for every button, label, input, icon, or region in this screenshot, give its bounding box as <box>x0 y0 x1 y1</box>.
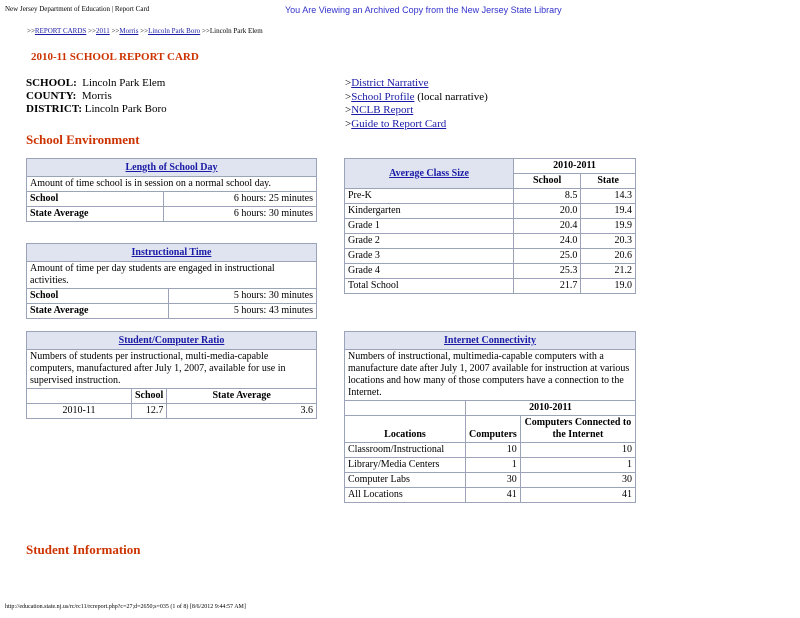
class-size-school: 8.5 <box>514 189 581 204</box>
internet-connected: 1 <box>520 458 635 473</box>
school-label: SCHOOL: <box>26 77 77 89</box>
county-name: Morris <box>81 90 112 102</box>
internet-location: Computer Labs <box>345 473 466 488</box>
instructional-school-value: 5 hours: 30 minutes <box>169 289 317 304</box>
breadcrumb-county[interactable]: Morris <box>119 27 139 35</box>
class-size-year: 2010-2011 <box>514 159 636 174</box>
internet-location: Classroom/Instructional <box>345 443 466 458</box>
county-label: COUNTY: <box>26 90 77 102</box>
page-title: 2010-11 SCHOOL REPORT CARD <box>31 51 199 63</box>
computer-ratio-state: 3.6 <box>167 404 317 419</box>
district-label: DISTRICT: <box>26 103 83 115</box>
class-size-col-state: State <box>581 174 636 189</box>
internet-year: 2010-2011 <box>466 401 636 416</box>
section-school-environment: School Environment <box>26 132 140 147</box>
class-size-school: 25.3 <box>514 264 581 279</box>
class-size-col-school: School <box>514 174 581 189</box>
class-size-state: 20.3 <box>581 234 636 249</box>
instructional-time-title[interactable]: Instructional Time <box>131 246 212 258</box>
school-profile-link[interactable]: School Profile <box>351 90 415 103</box>
school-name: Lincoln Park Elem <box>82 77 166 89</box>
internet-desc: Numbers of instructional, multimedia-capable computers with a manufacture date after July 1, 2007 available for instruction at various locations and how many of those computers have a connection to the Internet. <box>345 350 636 401</box>
page-footer: http://education.state.nj.us/rc/rc11/rcreport.php?c=27;d=2650;s=035 (1 of 8) [8/6/2012 9:44:57 AM] <box>5 604 246 610</box>
school-day-title[interactable]: Length of School Day <box>125 161 218 173</box>
school-day-school-label: School <box>27 192 164 207</box>
archived-notice: You Are Viewing an Archived Copy from the New Jersey State Library <box>285 5 562 15</box>
internet-connected: 30 <box>520 473 635 488</box>
internet-connected: 41 <box>520 488 635 503</box>
internet-connected: 10 <box>520 443 635 458</box>
class-size-grade: Pre-K <box>345 189 514 204</box>
computer-ratio-col-school: School <box>132 389 167 404</box>
class-size-state: 14.3 <box>581 189 636 204</box>
breadcrumb-district[interactable]: Lincoln Park Boro <box>148 27 201 35</box>
class-size-state: 19.0 <box>581 279 636 294</box>
guide-link[interactable]: Guide to Report Card <box>351 118 447 131</box>
school-day-state-value: 6 hours: 30 minutes <box>164 207 317 222</box>
district-name: Lincoln Park Boro <box>84 103 167 115</box>
class-size-school: 24.0 <box>514 234 581 249</box>
class-size-state: 19.9 <box>581 219 636 234</box>
internet-computers: 30 <box>466 473 521 488</box>
class-size-title[interactable]: Average Class Size <box>389 167 469 179</box>
class-size-table <box>344 158 636 294</box>
report-links: >District Narrative >School Profile (local narrative) >NCLB Report >Guide to Report Card <box>345 77 488 131</box>
internet-computers: 1 <box>466 458 521 473</box>
class-size-grade: Kindergarten <box>345 204 514 219</box>
computer-ratio-col-state: State Average <box>167 389 317 404</box>
internet-col-connected: Computers Connected to the Internet <box>520 416 635 443</box>
internet-location: All Locations <box>345 488 466 503</box>
instructional-state-label: State Average <box>27 304 169 319</box>
class-size-state: 20.6 <box>581 249 636 264</box>
computer-ratio-school: 12.7 <box>132 404 167 419</box>
internet-table <box>344 331 636 503</box>
school-day-state-label: State Average <box>27 207 164 222</box>
internet-computers: 10 <box>466 443 521 458</box>
district-narrative-link[interactable]: District Narrative <box>351 77 429 89</box>
breadcrumb: >>REPORT CARDS >>2011 >>Morris >>Lincoln Park Boro >>Lincoln Park Elem <box>27 27 263 35</box>
computer-ratio-table <box>26 331 317 419</box>
school-day-school-value: 6 hours: 25 minutes <box>164 192 317 207</box>
school-info <box>26 77 167 116</box>
breadcrumb-report-cards[interactable]: REPORT CARDS <box>34 27 87 35</box>
class-size-grade: Grade 2 <box>345 234 514 249</box>
class-size-grade: Total School <box>345 279 514 294</box>
class-size-grade: Grade 3 <box>345 249 514 264</box>
internet-col-computers: Computers <box>466 416 521 443</box>
instructional-school-label: School <box>27 289 169 304</box>
class-size-grade: Grade 1 <box>345 219 514 234</box>
computer-ratio-title[interactable]: Student/Computer Ratio <box>118 334 225 346</box>
internet-computers: 41 <box>466 488 521 503</box>
instructional-time-table <box>26 243 317 319</box>
class-size-school: 21.7 <box>514 279 581 294</box>
computer-ratio-year: 2010-11 <box>27 404 132 419</box>
school-day-table <box>26 158 317 222</box>
school-day-desc: Amount of time school is in session on a normal school day. <box>27 177 317 192</box>
class-size-school: 20.0 <box>514 204 581 219</box>
class-size-state: 19.4 <box>581 204 636 219</box>
breadcrumb-current: Lincoln Park Elem <box>209 27 263 35</box>
class-size-school: 25.0 <box>514 249 581 264</box>
class-size-state: 21.2 <box>581 264 636 279</box>
breadcrumb-year[interactable]: 2011 <box>95 27 110 35</box>
class-size-school: 20.4 <box>514 219 581 234</box>
computer-ratio-desc: Numbers of students per instructional, multi-media-capable computers, manufactured after July 1, 2007, available for use in supervised instruction. <box>27 350 317 389</box>
section-student-information: Student Information <box>26 542 141 557</box>
internet-col-locations: Locations <box>345 416 466 443</box>
internet-location: Library/Media Centers <box>345 458 466 473</box>
instructional-state-value: 5 hours: 43 minutes <box>169 304 317 319</box>
nclb-report-link[interactable]: NCLB Report <box>351 104 414 117</box>
class-size-grade: Grade 4 <box>345 264 514 279</box>
site-title: New Jersey Department of Education | Report Card <box>5 5 150 13</box>
instructional-time-desc: Amount of time per day students are engaged in instructional activities. <box>27 262 317 289</box>
internet-title[interactable]: Internet Connectivity <box>444 334 536 346</box>
